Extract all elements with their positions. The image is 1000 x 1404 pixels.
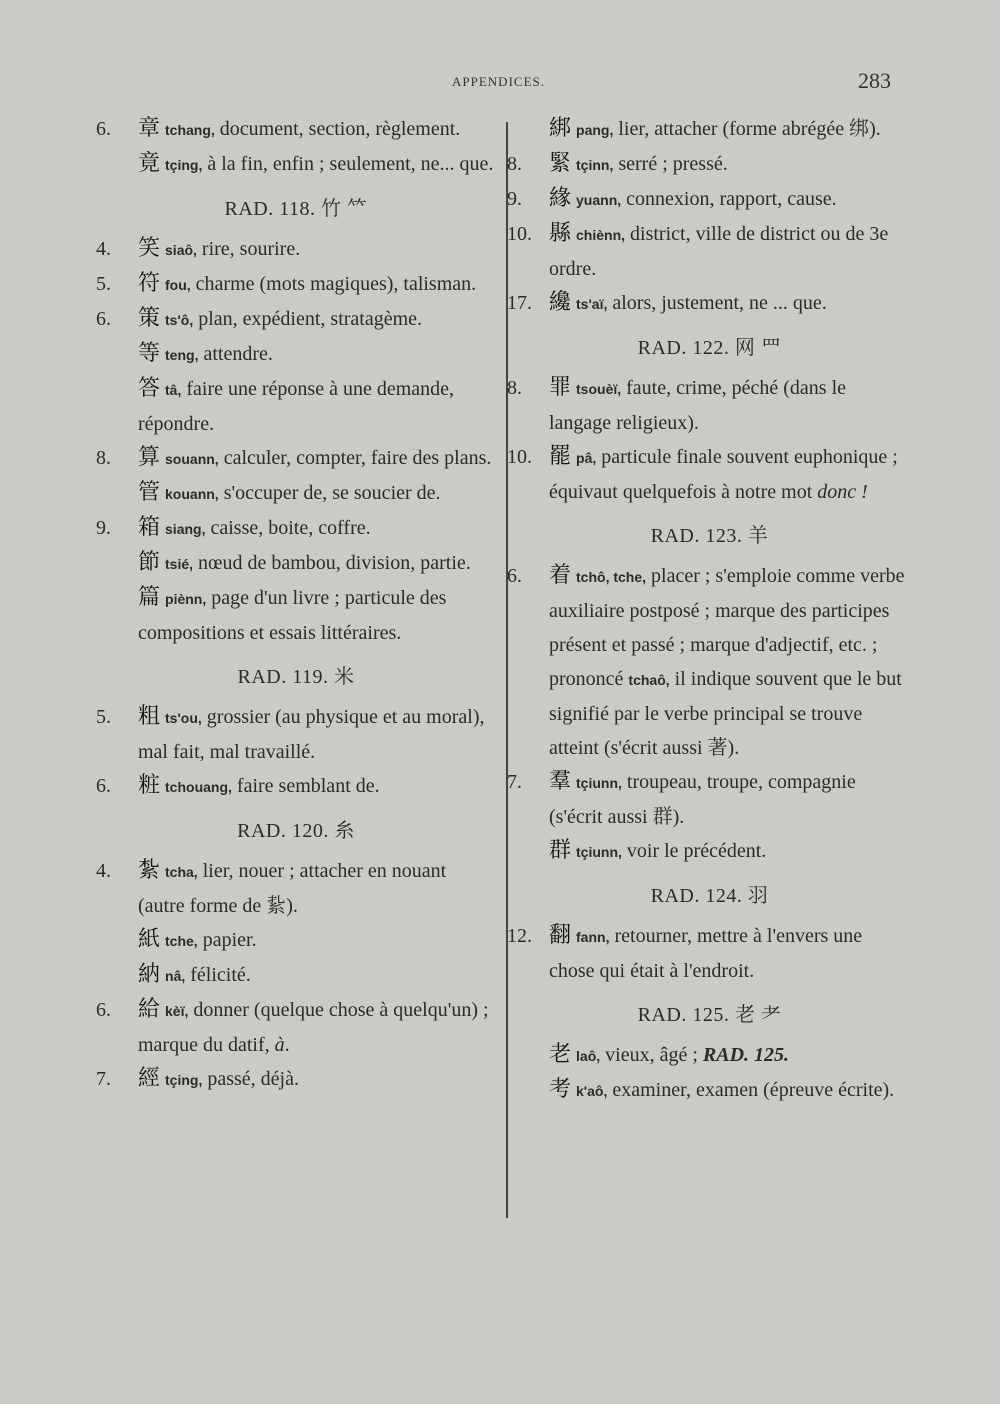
headword-character: 着 xyxy=(549,563,572,588)
definition: vieux, âgé ; xyxy=(600,1044,703,1066)
definition-italic: RAD. 125. xyxy=(702,1044,790,1066)
stroke-count: 9. xyxy=(507,188,522,210)
stroke-count: 7. xyxy=(507,771,522,793)
headword-character: 縣 xyxy=(549,221,572,246)
definition: examiner, examen (épreuve écrite). xyxy=(607,1079,895,1101)
definition: faute, crime, péché (dans le langage religieux). xyxy=(549,377,847,434)
headword-character: 節 xyxy=(138,550,161,575)
definition: serré ; pressé. xyxy=(613,153,728,175)
definition: à la fin, enfin ; seulement, ne... que. xyxy=(202,153,494,175)
romanization: laô, xyxy=(576,1048,601,1064)
headword-character: 考 xyxy=(549,1077,572,1102)
dictionary-entry xyxy=(96,232,496,267)
dictionary-entry xyxy=(507,1073,912,1108)
definition: connexion, rapport, cause. xyxy=(621,188,837,210)
headword-character: 綁 xyxy=(549,116,572,141)
definition: attendre. xyxy=(198,343,273,365)
dictionary-entry xyxy=(96,923,496,958)
left-column xyxy=(96,112,496,1097)
definition: félicité. xyxy=(185,964,251,986)
romanization: tçinn, xyxy=(576,157,614,173)
headword-character: 章 xyxy=(138,116,161,141)
romanization: siang, xyxy=(165,521,206,537)
definition: calculer, compter, faire des plans. xyxy=(218,447,492,469)
romanization: tçiunn, xyxy=(576,844,622,860)
dictionary-entry xyxy=(507,559,912,765)
definition: passé, déjà. xyxy=(202,1068,299,1090)
romanization: teng, xyxy=(165,347,199,363)
definition: particule finale souvent euphonique ; équivaut quelquefois à notre mot xyxy=(549,446,898,503)
stroke-count: 4. xyxy=(96,860,111,882)
dictionary-entry xyxy=(507,217,912,286)
headword-character: 等 xyxy=(138,341,161,366)
dictionary-entry xyxy=(507,1038,912,1073)
dictionary-entry xyxy=(507,440,912,509)
definition: faire une réponse à une demande, répondre. xyxy=(138,378,455,435)
definition: page d'un livre ; particule des compositions et essais littéraires. xyxy=(138,587,447,644)
stroke-count: 8. xyxy=(96,447,111,469)
dictionary-entry xyxy=(96,511,496,546)
romanization: siaô, xyxy=(165,242,197,258)
definition: rire, sourire. xyxy=(196,238,301,260)
stroke-count: 10. xyxy=(507,223,532,245)
headword-character: 納 xyxy=(138,962,161,987)
stroke-count: 5. xyxy=(96,706,111,728)
romanization: tâ, xyxy=(165,382,182,398)
stroke-count: 6. xyxy=(96,999,111,1021)
dictionary-entry xyxy=(96,372,496,441)
romanization: pâ, xyxy=(576,450,597,466)
radical-heading: RAD. 118. 竹 𥫗 xyxy=(224,198,368,220)
stroke-count: 6. xyxy=(96,118,111,140)
dictionary-entry xyxy=(96,700,496,769)
romanization: tçing, xyxy=(165,1072,203,1088)
romanization: tcha, xyxy=(165,864,198,880)
dictionary-entry xyxy=(96,441,496,476)
definition-cont: il indique souvent que le but signifié par le verbe principal se trouve atteint (s'écrit aussi 著). xyxy=(549,668,902,759)
romanization: ts'ou, xyxy=(165,710,202,726)
definition: district, ville de district ou de 3e ordre. xyxy=(549,223,889,280)
radical-heading: RAD. 119. 米 xyxy=(237,666,355,688)
radical-heading: RAD. 125. 老 耂 xyxy=(637,1004,782,1026)
dictionary-entry xyxy=(96,147,496,182)
stroke-count: 8. xyxy=(507,377,522,399)
headword-character: 符 xyxy=(138,271,161,296)
romanization: ts'ô, xyxy=(165,312,194,328)
headword-character: 給 xyxy=(138,997,161,1022)
headword-character: 罪 xyxy=(549,375,572,400)
dictionary-entry xyxy=(96,112,496,147)
definition: s'occuper de, se soucier de. xyxy=(218,482,441,504)
stroke-count: 6. xyxy=(96,775,111,797)
stroke-count: 4. xyxy=(96,238,111,260)
stroke-count: 17. xyxy=(507,292,532,314)
definition: faire semblant de. xyxy=(231,775,380,797)
headword-character: 紮 xyxy=(138,858,161,883)
dictionary-entry xyxy=(96,854,496,923)
dictionary-entry xyxy=(507,147,912,182)
radical-heading: RAD. 123. 羊 xyxy=(650,525,769,547)
stroke-count: 8. xyxy=(507,153,522,175)
romanization: tçiunn, xyxy=(576,775,622,791)
stroke-count: 6. xyxy=(96,308,111,330)
definition-end: . xyxy=(284,1034,290,1056)
stroke-count: 9. xyxy=(96,517,111,539)
definition-italic: donc ! xyxy=(817,481,868,503)
definition: charme (mots magiques), talisman. xyxy=(190,273,477,295)
headword-character: 箱 xyxy=(138,515,161,540)
definition: alors, justement, ne ... que. xyxy=(607,292,827,314)
headword-character: 經 xyxy=(138,1066,161,1091)
dictionary-entry xyxy=(507,286,912,321)
stroke-count: 10. xyxy=(507,446,532,468)
stroke-count: 12. xyxy=(507,925,532,947)
headword-character: 粧 xyxy=(138,773,161,798)
headword-character: 群 xyxy=(549,838,572,863)
dictionary-entry xyxy=(507,919,912,988)
radical-heading: RAD. 122. 网 罒 xyxy=(637,337,782,359)
dictionary-entry xyxy=(96,769,496,804)
romanization-variant: tchaô, xyxy=(628,672,670,688)
romanization: yuann, xyxy=(576,192,622,208)
headword-character: 笑 xyxy=(138,236,161,261)
dictionary-entry xyxy=(507,371,912,440)
headword-character: 策 xyxy=(138,306,161,331)
page-number: 283 xyxy=(858,68,891,93)
romanization: tsouèï, xyxy=(576,381,622,397)
definition: donner (quelque chose à quelqu'un) ; marque du datif, xyxy=(138,999,489,1056)
headword-character: 答 xyxy=(138,376,161,401)
romanization: tche, xyxy=(165,933,198,949)
headword-character: 紙 xyxy=(138,927,161,952)
romanization: souann, xyxy=(165,451,219,467)
romanization: piènn, xyxy=(165,591,207,607)
romanization: fou, xyxy=(165,277,191,293)
headword-character: 罷 xyxy=(549,444,572,469)
romanization: tchang, xyxy=(165,122,215,138)
headword-character: 緣 xyxy=(549,186,572,211)
dictionary-entry xyxy=(96,267,496,302)
definition: placer ; s'emploie comme verbe auxiliaire postposé ; marque des participes présent et passé ; marque d'adjectif, etc. ; prononcé xyxy=(549,565,905,690)
definition: nœud de bambou, division, partie. xyxy=(193,552,471,574)
headword-character: 翻 xyxy=(549,923,572,948)
romanization: tchô, tche, xyxy=(576,569,647,585)
romanization: tchouang, xyxy=(165,779,232,795)
right-column xyxy=(507,112,912,1108)
dictionary-entry xyxy=(96,546,496,581)
dictionary-entry xyxy=(507,182,912,217)
definition-italic: à xyxy=(274,1034,285,1056)
dictionary-entry xyxy=(96,476,496,511)
romanization: kèï, xyxy=(165,1003,189,1019)
romanization: ts'aï, xyxy=(576,296,608,312)
definition: lier, attacher (forme abrégée 绑). xyxy=(613,118,881,140)
dictionary-entry xyxy=(507,834,912,869)
romanization: tçing, xyxy=(165,157,203,173)
headword-character: 竟 xyxy=(138,151,161,176)
stroke-count: 5. xyxy=(96,273,111,295)
definition: plan, expédient, stratagème. xyxy=(193,308,423,330)
headword-character: 篇 xyxy=(138,585,161,610)
dictionary-entry xyxy=(96,302,496,337)
headword-character: 緊 xyxy=(549,151,572,176)
stroke-count: 7. xyxy=(96,1068,111,1090)
stroke-count: 6. xyxy=(507,565,522,587)
romanization: k'aô, xyxy=(576,1083,608,1099)
dictionary-entry xyxy=(96,993,496,1062)
radical-heading: RAD. 124. 羽 xyxy=(650,885,769,907)
romanization: chiènn, xyxy=(576,227,626,243)
dictionary-entry xyxy=(96,1062,496,1097)
dictionary-entry xyxy=(507,765,912,834)
headword-character: 管 xyxy=(138,480,161,505)
definition: lier, nouer ; attacher en nouant (autre forme de 紥). xyxy=(138,860,447,917)
headword-character: 老 xyxy=(549,1042,572,1067)
romanization: nâ, xyxy=(165,968,186,984)
romanization: fann, xyxy=(576,929,610,945)
romanization: pang, xyxy=(576,122,614,138)
romanization: kouann, xyxy=(165,486,219,502)
definition: voir le précédent. xyxy=(621,840,767,862)
definition: grossier (au physique et au moral), mal fait, mal travaillé. xyxy=(138,706,485,763)
definition: retourner, mettre à l'envers une chose qui était à l'endroit. xyxy=(549,925,863,982)
dictionary-entry xyxy=(96,958,496,993)
definition: troupeau, troupe, compagnie (s'écrit aussi 群). xyxy=(549,771,856,828)
romanization: tsié, xyxy=(165,556,194,572)
dictionary-entry xyxy=(96,337,496,372)
dictionary-entry xyxy=(96,581,496,650)
running-title: APPENDICES. xyxy=(452,74,545,89)
headword-character: 纔 xyxy=(549,290,572,315)
headword-character: 羣 xyxy=(549,769,572,794)
radical-heading: RAD. 120. 糸 xyxy=(237,820,355,842)
definition: papier. xyxy=(197,929,257,951)
headword-character: 粗 xyxy=(138,704,161,729)
definition: document, section, règlement. xyxy=(214,118,461,140)
definition: caisse, boite, coffre. xyxy=(205,517,371,539)
headword-character: 算 xyxy=(138,445,161,470)
dictionary-entry xyxy=(507,112,912,147)
